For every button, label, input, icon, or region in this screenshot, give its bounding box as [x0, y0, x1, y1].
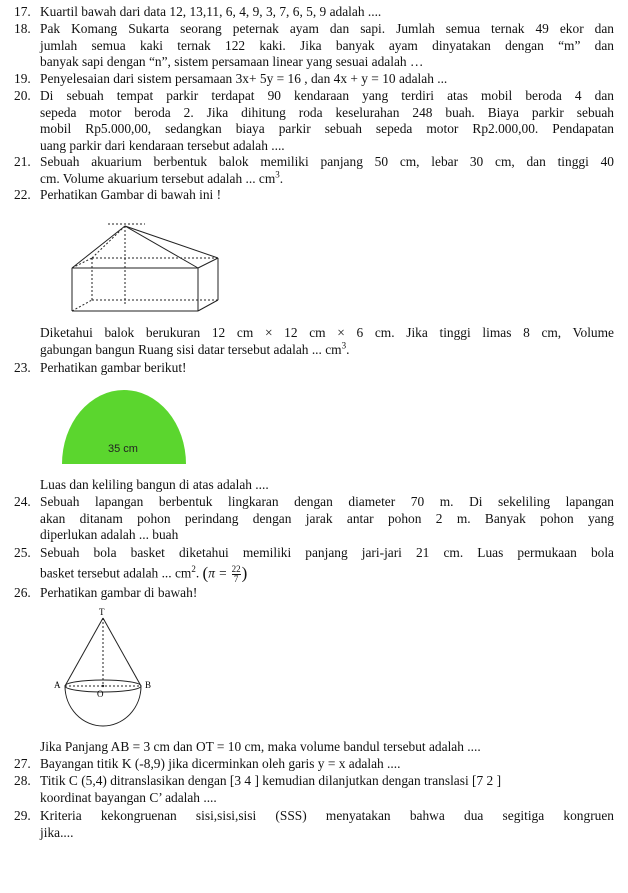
question-number: 17.: [14, 4, 31, 19]
label-A: A: [54, 680, 61, 690]
question-text-line: uang parkir dari kendaraan tersebut adalah ....: [40, 137, 285, 153]
question-text-line: gabungan bangun Ruang sisi datar tersebut adalah ... cm: [40, 341, 342, 357]
question-text-line: koordinat bayangan C’ adalah ....: [40, 789, 217, 805]
question-number: 26.: [14, 585, 31, 600]
question-number: 29.: [14, 808, 31, 823]
question-number: 19.: [14, 71, 31, 86]
question-text-line: jumlah semua kaki ternak 122 kaki. Jika banyak ayam dinyatakan dengan “m” dan: [40, 37, 614, 53]
question-28: [14, 773, 614, 806]
question-number: 24.: [14, 494, 31, 509]
question-23-after: [14, 477, 614, 494]
fraction-numerator: 22: [231, 563, 241, 574]
question-number: 23.: [14, 360, 31, 375]
question-text-line: Diketahui balok berukuran 12 cm × 12 cm × 6 cm. Jika tinggi limas 8 cm, Volume: [40, 325, 614, 340]
question-22-text: [14, 325, 614, 358]
question-24: [14, 494, 614, 544]
question-18: [14, 21, 614, 71]
question-text: Bayangan titik K (-8,9) jika dicerminkan oleh garis y = x adalah ....: [40, 756, 401, 771]
question-text-line: cm. Volume akuarium tersebut adalah ... cm: [40, 170, 276, 186]
question-text-line: Di sebuah tempat parkir terdapat 90 kendaraan yang terdiri atas mobil beroda 4 dan: [40, 88, 614, 103]
semicircle-label: 35 cm: [108, 443, 138, 455]
question-29: [14, 808, 614, 841]
question-number: 18.: [14, 21, 31, 36]
question-23: [14, 360, 614, 377]
cone-right-side: [103, 618, 141, 686]
question-text-line: basket tersebut adalah ... cm: [40, 565, 192, 581]
question-text: Luas dan keliling bangun di atas adalah ....: [40, 477, 269, 492]
question-text-line: Titik C (5,4) ditranslasikan dengan [3 4 ] kemudian dilanjutkan dengan translasi [7 2 ]: [40, 773, 502, 788]
question-number: 22.: [14, 187, 31, 202]
question-19: [14, 71, 614, 88]
question-26: [14, 585, 614, 602]
question-text-line: Sebuah bola basket diketahui memiliki panjang jari-jari 21 cm. Luas permukaan bola: [40, 545, 614, 560]
question-22: [14, 187, 614, 204]
pi-equals: π =: [208, 565, 228, 581]
question-number: 21.: [14, 154, 31, 169]
question-text: Perhatikan Gambar di bawah ini !: [40, 187, 222, 202]
question-number: 27.: [14, 756, 31, 771]
label-T: T: [99, 607, 105, 617]
question-text: Jika Panjang AB = 3 cm dan OT = 10 cm, maka volume bandul tersebut adalah ....: [40, 739, 481, 754]
pi-fraction: [232, 565, 241, 584]
question-number: 20.: [14, 88, 31, 103]
question-text: Penyelesaian dari sistem persamaan 3x+ 5y = 16 , dan 4x + y = 10 adalah ...: [40, 71, 448, 86]
label-B: B: [145, 680, 152, 690]
question-20: [14, 88, 614, 154]
question-26-after: [14, 739, 614, 756]
label-O: O: [97, 689, 104, 699]
question-text-line: sepeda motor beroda 2. Jika dihitung roda keselurahan 248 buah. Biaya parkir sebuah: [40, 104, 614, 120]
fraction-denominator: 7: [233, 573, 239, 584]
question-21: [14, 154, 614, 187]
question-text-line: mobil Rp5.000,00, sedangkan biaya parkir sebuah sepeda motor Rp2.000,00. Pendapatan: [40, 121, 614, 137]
pendulum-figure: [55, 606, 165, 734]
question-text-line: jika....: [40, 824, 74, 840]
question-text-line: banyak sapi dengan “n”, sistem persamaan linear yang sesuai adalah …: [40, 54, 424, 70]
question-text-line: Pak Komang Sukarta seorang peternak ayam dan sapi. Jumlah semua ternak 49 ekor dan: [40, 21, 614, 36]
question-27: [14, 756, 614, 773]
question-number: 25.: [14, 545, 31, 560]
question-17: [14, 4, 614, 21]
unit-exponent: 2: [191, 563, 196, 574]
unit-exponent: 3: [275, 169, 280, 180]
question-text-line: Kriteria kekongruenan sisi,sisi,sisi (SSS) menyatakan bahwa dua segitiga kongruen: [40, 808, 614, 823]
question-25: 25. Sebuah bola basket diketahui memiliki panjang jari-jari 21 cm. Luas permukaan bola basket tersebut adalah ... $cm^2$. (π = $\frac{22}{7}$ ): [14, 545, 614, 584]
question-text: Perhatikan gambar berikut!: [40, 360, 187, 375]
question-text: Perhatikan gambar di bawah!: [40, 585, 198, 600]
question-text-line: Sebuah lapangan berbentuk lingkaran dengan diameter 70 m. Di sekeliling lapangan: [40, 494, 614, 509]
cuboid-pyramid-figure: [70, 220, 220, 320]
cone-left-side: [65, 618, 103, 686]
period: .: [346, 341, 350, 357]
question-text-line: diperlukan adalah ... buah: [40, 527, 179, 543]
question-text: Kuartil bawah dari data 12, 13,11, 6, 4, 9, 3, 7, 6, 5, 9 adalah ....: [40, 4, 382, 19]
period: .: [279, 170, 284, 186]
question-text-line: Sebuah akuarium berbentuk balok memiliki panjang 50 cm, lebar 30 cm, dan tinggi 40: [40, 154, 614, 169]
question-text-line: akan ditanam pohon perindang dengan jarak antar pohon 2 m. Banyak pohon yang: [40, 510, 614, 526]
question-number: 28.: [14, 773, 31, 788]
unit-exponent: 3: [341, 340, 347, 351]
